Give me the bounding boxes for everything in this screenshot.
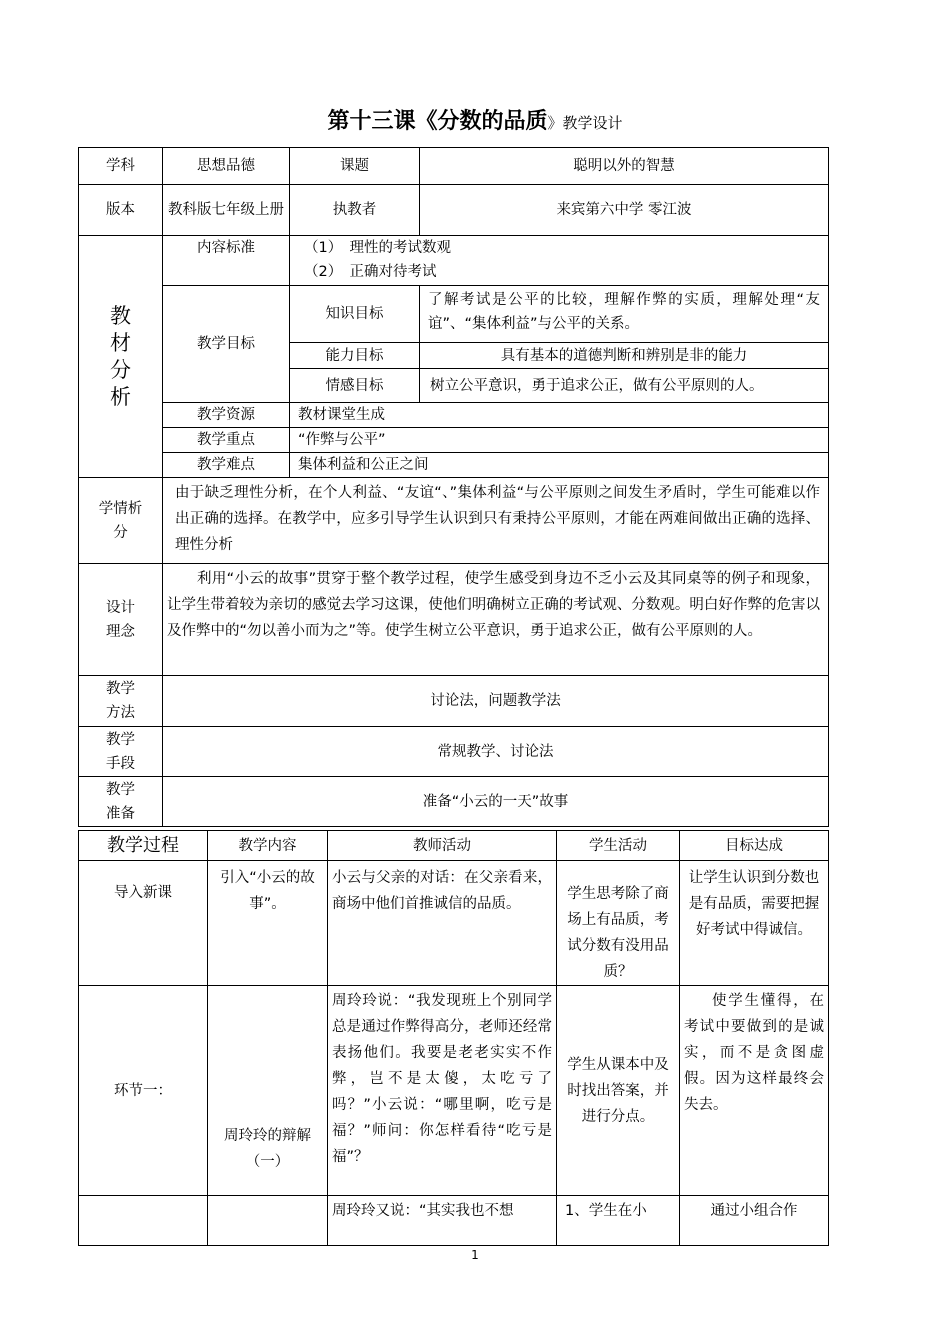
process-content: 引入“小云的故事”。 [208,861,328,986]
process-student: 学生从课本中及时找出答案，并进行分点。 [557,986,680,1196]
document-title-main: 第十三课《分数的品质 [327,109,548,134]
teacher-value: 来宾第六中学 零江波 [420,185,829,236]
analysis-section-label: 教材分析 [110,303,131,409]
table-row [79,986,829,1196]
content-standard-item: （2） 正确对待考试 [304,264,437,280]
process-header-stage: 教学过程 [79,831,208,861]
ability-value: 具有基本的道德判断和辨别是非的能力 [420,343,829,369]
design-text: 利用“小云的故事”贯穿于整个教学过程，使学生感受到身边不乏小云及其同桌等的例子和现象，让学生带着较为亲切的感觉去学习这课，使他们明确树立正确的考试观、分数观。明白好作弊的危害以及作弊中的“勿以善小而为之”等。使学生树立公平意识，勇于追求公正，做有公平原则的人。 [163,564,829,676]
content-standard-item: （1） 理性的考试数观 [304,240,451,256]
method-value: 讨论法，问题教学法 [163,676,829,727]
means-label-text: 教学手段 [106,731,135,772]
process-header-teacher: 教师活动 [328,831,557,861]
table-row [79,861,829,986]
emotion-value: 树立公平意识，勇于追求公正，做有公平原则的人。 [420,369,829,403]
difficulty-label: 教学难点 [163,453,290,478]
document-title-suffix: 》教学设计 [547,114,623,132]
topic-value: 聪明以外的智慧 [420,148,829,185]
ability-label: 能力目标 [290,343,420,369]
process-header-content: 教学内容 [208,831,328,861]
process-student: 1、学生在小 [557,1196,680,1246]
process-goal: 通过小组合作 [680,1196,829,1246]
document-title [0,104,950,135]
process-goal: 让学生认识到分数也是有品质，需要把握好考试中得诚信。 [680,861,829,986]
topic-label: 课题 [290,148,420,185]
process-stage [79,1196,208,1246]
content-standard-label: 内容标准 [163,236,290,286]
lesson-info-table [78,147,829,827]
subject-label: 学科 [79,148,163,185]
student-analysis-text: 由于缺乏理性分析，在个人利益、“友谊“、”集体利益“与公平原则之间发生矛盾时，学生可能难以作出正确的选择。在教学中，应多引导学生认识到只有秉持公平原则，才能在两难间做出正确的选择、理性分析 [163,478,829,564]
key-point-value: “作弊与公平” [290,428,829,453]
student-analysis-label-text: 学情析分 [98,500,143,541]
method-label-text: 教学方法 [106,681,135,721]
prep-label-text: 教学准备 [106,781,135,822]
process-teacher: 周玲玲说：“我发现班上个别同学总是通过作弊得高分，老师还经常表扬他们。我要是老老实实不作弊，岂不是太傻，太吃亏了吗？”小云说：“哪里啊，吃亏是福？”师问：你怎样看待“吃亏是福”？ [328,986,557,1196]
knowledge-value: 了解考试是公平的比较，理解作弊的实质，理解处理“友谊”、“集体利益”与公平的关系。 [420,286,829,343]
process-stage: 导入新课 [79,861,208,986]
design-label [79,564,163,676]
process-goal: 使学生懂得，在考试中要做到的是诚实，而不是贪图虚假。因为这样最终会失去。 [680,986,829,1196]
knowledge-label: 知识目标 [290,286,420,343]
design-label-text: 设计理念 [106,599,135,640]
process-teacher: 周玲玲又说：“其实我也不想 [328,1196,557,1246]
process-student: 学生思考除了商场上有品质，考试分数有没用品质？ [557,861,680,986]
objectives-label: 教学目标 [163,286,290,403]
prep-value: 准备“小云的一天”故事 [163,777,829,827]
content-standard-value [290,236,829,286]
difficulty-value: 集体利益和公正之间 [290,453,829,478]
teaching-process-table [78,830,829,1246]
edition-value: 教科版七年级上册 [163,185,290,236]
process-teacher: 小云与父亲的对话：在父亲看来，商场中他们首推诚信的品质。 [328,861,557,986]
subject-value: 思想品德 [163,148,290,185]
analysis-section-cell [79,236,163,478]
process-header-student: 学生活动 [557,831,680,861]
process-stage: 环节一： [79,986,208,1196]
means-label [79,727,163,777]
key-point-label: 教学重点 [163,428,290,453]
table-row [79,1196,829,1246]
edition-label: 版本 [79,185,163,236]
process-content [208,1196,328,1246]
resources-label: 教学资源 [163,403,290,428]
process-content: 周玲玲的辩解（一） [208,986,328,1196]
resources-value: 教材课堂生成 [290,403,829,428]
means-value: 常规教学、讨论法 [163,727,829,777]
method-label [79,676,163,727]
emotion-label: 情感目标 [290,369,420,403]
page-number: 1 [471,1248,479,1262]
process-header-goal: 目标达成 [680,831,829,861]
teacher-label: 执教者 [290,185,420,236]
prep-label [79,777,163,827]
student-analysis-label [79,478,163,564]
